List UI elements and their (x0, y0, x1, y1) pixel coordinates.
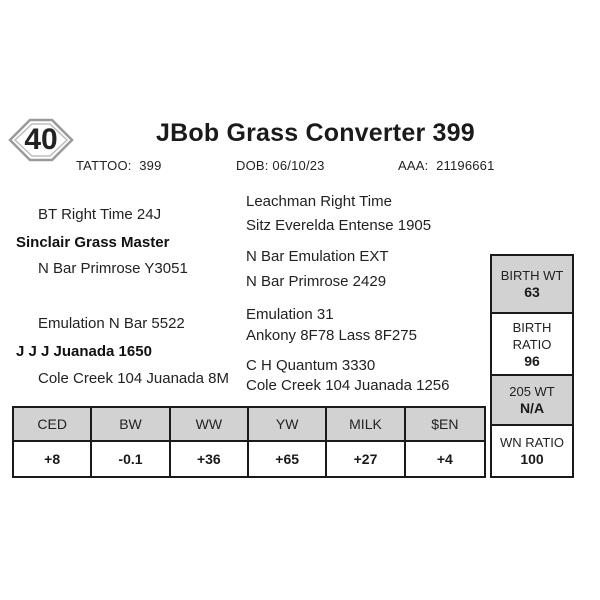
birth-weight-label: BIRTH WT (500, 268, 564, 283)
epd-table (12, 406, 486, 478)
tattoo-label: TATTOO: (76, 158, 132, 173)
birth-ratio-label-line1: BIRTH (512, 319, 552, 335)
weaning-ratio-label: WN RATIO (499, 435, 565, 450)
birth-ratio-value: 96 (524, 352, 540, 369)
weaning-weight-value: N/A (519, 400, 545, 416)
sire-sire-dam: Sitz Everelda Entense 1905 (246, 217, 432, 234)
epd-value-yw: +65 (249, 442, 327, 476)
epd-header-milk: MILK (327, 408, 405, 442)
birth-ratio-cell (492, 314, 572, 376)
animal-name: JBob Grass Converter 399 (156, 119, 475, 147)
birth-ratio-label-line2: RATIO (512, 336, 552, 352)
tattoo-field (76, 158, 162, 173)
sire-dam-sire: N Bar Emulation EXT (246, 248, 389, 265)
dob-label: DOB: (236, 158, 269, 173)
weaning-ratio-cell (492, 426, 572, 476)
dam-sire-sire: Emulation 31 (246, 306, 334, 323)
epd-header-ww: WW (171, 408, 249, 442)
lot-number: 40 (24, 123, 58, 156)
registration-value: 21196661 (436, 158, 495, 173)
epd-value-ced: +8 (14, 442, 92, 476)
dam-dam-sire: C H Quantum 3330 (246, 357, 376, 374)
birth-weight-cell (492, 256, 572, 314)
dam: J J J Juanada 1650 (16, 343, 152, 360)
epd-value-en: +4 (406, 442, 484, 476)
dam-sire: Emulation N Bar 5522 (38, 315, 185, 332)
registration-label: AAA: (398, 158, 429, 173)
weaning-weight-label: 205 WT (509, 384, 555, 399)
epd-header-ced: CED (14, 408, 92, 442)
tattoo-value: 399 (139, 158, 162, 173)
dob-value: 06/10/23 (272, 158, 325, 173)
sire-sire: BT Right Time 24J (38, 206, 162, 223)
performance-table (490, 254, 574, 478)
dam-sire-dam: Ankony 8F78 Lass 8F275 (246, 327, 417, 344)
epd-header-bw: BW (92, 408, 170, 442)
weaning-ratio-value: 100 (520, 451, 544, 467)
epd-value-milk: +27 (327, 442, 405, 476)
epd-header-en: $EN (406, 408, 484, 442)
registration-field (398, 158, 495, 173)
epd-value-bw: -0.1 (92, 442, 170, 476)
sire-dam-dam: N Bar Primrose 2429 (246, 273, 387, 290)
sire: Sinclair Grass Master (16, 234, 170, 251)
dam-dam: Cole Creek 104 Juanada 8M (38, 370, 229, 387)
sire-sire-sire: Leachman Right Time (246, 193, 392, 210)
birth-weight-value: 63 (524, 284, 540, 300)
dam-dam-dam: Cole Creek 104 Juanada 1256 (246, 377, 450, 394)
epd-header-yw: YW (249, 408, 327, 442)
dob-field (236, 158, 325, 173)
weaning-weight-cell (492, 376, 572, 426)
epd-value-ww: +36 (171, 442, 249, 476)
sire-dam: N Bar Primrose Y3051 (38, 260, 188, 277)
lot-badge (8, 118, 74, 162)
